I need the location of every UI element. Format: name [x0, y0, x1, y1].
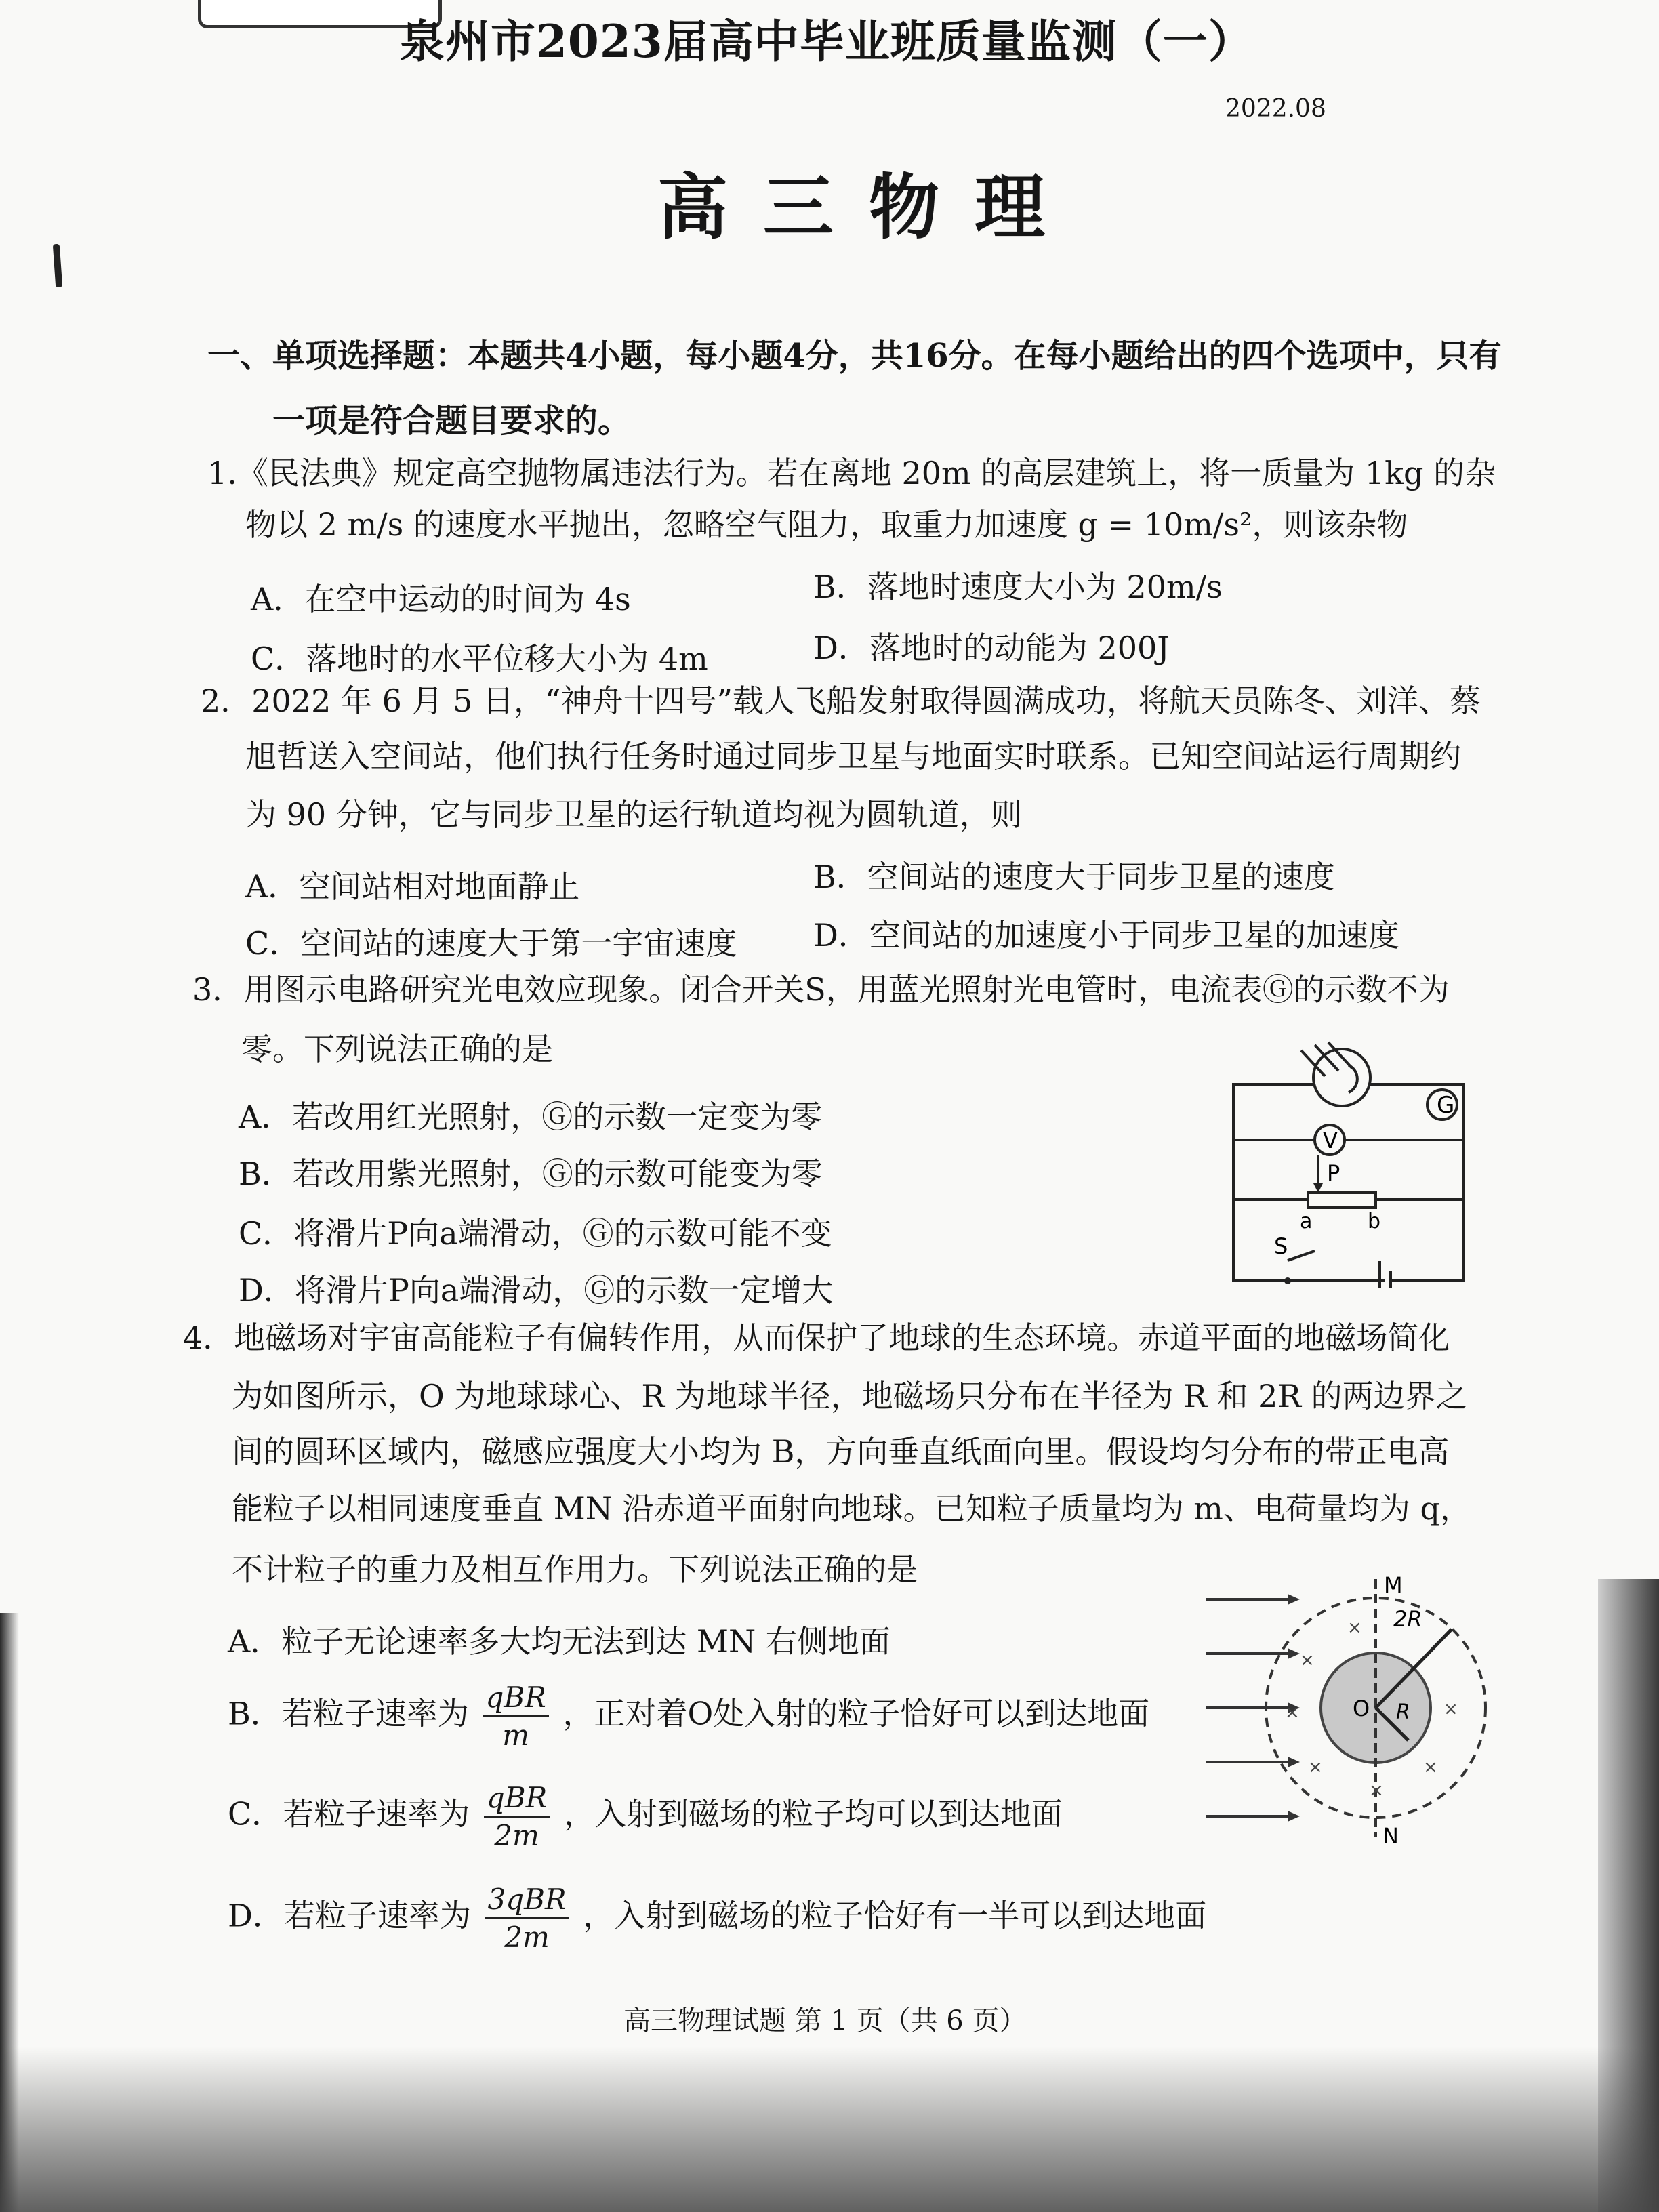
label-m: M	[1384, 1572, 1403, 1598]
q1-option-a: A．在空中运动的时间为 4s	[251, 581, 631, 617]
q4-option-b-fraction	[483, 1681, 548, 1752]
label-o: O	[1353, 1696, 1370, 1721]
q3-option-a: A．若改用红光照射，Ⓖ的示数一定变为零	[239, 1099, 823, 1135]
q3-option-c: C．将滑片P向a端滑动，Ⓖ的示数可能不变	[239, 1215, 832, 1252]
label-2r: 2R	[1393, 1606, 1422, 1632]
section-heading-line2: 一项是符合题目要求的。	[272, 402, 631, 440]
q3-option-b: B．若改用紫光照射，Ⓖ的示数可能变为零	[239, 1155, 823, 1192]
exam-date: 2022.08	[1225, 95, 1326, 123]
label-n: N	[1382, 1823, 1399, 1849]
q4-option-d-suffix: ，入射到磁场的粒子恰好有一半可以到达地面	[583, 1897, 1207, 1934]
q4-option-d	[228, 1883, 1206, 1954]
background-shadow-bottom	[0, 2047, 1659, 2212]
q4-option-d-denominator: 2m	[504, 1921, 550, 1954]
q3-stem-line1: 3．用图示电路研究光电效应现象。闭合开关S，用蓝光照射光电管时，电流表Ⓖ的示数不为	[192, 971, 1450, 1008]
q4-option-c-denominator: 2m	[494, 1819, 539, 1852]
q4-option-c-prefix: C．若粒子速率为	[228, 1795, 470, 1832]
subject-title: 高三物理	[657, 165, 1081, 249]
q4-option-b-denominator: m	[502, 1719, 530, 1752]
q3-stem-line2: 零。下列说法正确的是	[241, 1031, 553, 1067]
exam-title: 泉州市2023届高中毕业班质量监测（一）	[400, 15, 1254, 68]
q2-stem-line2: 旭哲送入空间站，他们执行任务时通过同步卫星与地面实时联系。已知空间站运行周期约	[245, 738, 1461, 775]
pen-mark	[53, 244, 62, 288]
page-footer: 高三物理试题 第 1 页（共 6 页）	[623, 2005, 1027, 2036]
q3-option-d: D．将滑片P向a端滑动，Ⓖ的示数一定增大	[239, 1272, 834, 1309]
q4-option-c-suffix: ，入射到磁场的粒子均可以到达地面	[563, 1795, 1063, 1832]
q4-option-c	[228, 1781, 1063, 1852]
particle-arrow-4	[1288, 1757, 1300, 1767]
voltmeter-label: V	[1323, 1128, 1338, 1153]
switch-lever	[1288, 1251, 1315, 1261]
q2-option-a: A．空间站相对地面静止	[245, 868, 580, 905]
q4-option-d-fraction	[485, 1883, 569, 1954]
q2-option-d: D．空间站的加速度小于同步卫星的加速度	[813, 917, 1399, 954]
magnetic-field-diagram	[1193, 1572, 1491, 1850]
q2-stem-line1: 2．2022 年 6 月 5 日，“神舟十四号”载人飞船发射取得圆满成功，将航天员陈冬、刘洋、蔡	[201, 682, 1481, 719]
q4-option-b	[228, 1681, 1149, 1752]
end-b-label: b	[1368, 1210, 1381, 1233]
q2-stem-line3: 为 90 分钟，它与同步卫星的运行轨道均视为圆轨道，则	[245, 796, 1022, 833]
particle-arrow-2	[1288, 1648, 1300, 1659]
q1-option-d: D．落地时的动能为 200J	[813, 630, 1170, 666]
particle-arrow-1	[1288, 1594, 1300, 1605]
section-heading-line1: 一、单项选择题：本题共4小题，每小题4分，共16分。在每小题给出的四个选项中，只有	[207, 337, 1502, 375]
q2-option-c: C．空间站的速度大于第一宇宙速度	[245, 925, 737, 962]
q2-option-b: B．空间站的速度大于同步卫星的速度	[813, 859, 1335, 895]
field-cross-5: ×	[1443, 1699, 1458, 1719]
field-cross-4: ×	[1347, 1618, 1362, 1638]
q4-stem-line5: 不计粒子的重力及相互作用力。下列说法正确的是	[232, 1551, 918, 1588]
q4-option-c-numerator: qBR	[484, 1781, 550, 1818]
q4-option-a: A．粒子无论速率多大均无法到达 MN 右侧地面	[228, 1623, 890, 1660]
label-r: R	[1396, 1700, 1410, 1724]
q1-stem-line2: 物以 2 m/s 的速度水平抛出，忽略空气阻力，取重力加速度 g = 10m/s²，则该杂物	[245, 506, 1408, 543]
q4-option-c-fraction	[484, 1781, 550, 1852]
q4-stem-line4: 能粒子以相同速度垂直 MN 沿赤道平面射向地球。已知粒子质量均为 m、电荷量均为 q，	[232, 1490, 1471, 1527]
field-cross-6: ×	[1423, 1757, 1438, 1778]
q4-option-d-prefix: D．若粒子速率为	[228, 1897, 471, 1934]
q4-option-b-suffix: ，正对着O处入射的粒子恰好可以到达地面	[562, 1695, 1150, 1732]
slider-label: P	[1327, 1160, 1340, 1186]
rheostat	[1308, 1193, 1376, 1208]
particle-arrow-5	[1288, 1811, 1300, 1822]
q4-option-b-prefix: B．若粒子速率为	[228, 1695, 469, 1732]
slider-arrow	[1313, 1183, 1323, 1193]
q4-option-d-numerator: 3qBR	[485, 1883, 569, 1919]
field-cross-1: ×	[1300, 1650, 1315, 1671]
q4-option-b-numerator: qBR	[483, 1681, 548, 1717]
end-a-label: a	[1300, 1210, 1313, 1233]
q1-stem-line1: 1.《民法典》规定高空抛物属违法行为。若在离地 20m 的高层建筑上，将一质量为 1kg 的杂	[207, 455, 1496, 491]
q4-stem-line2: 为如图所示，O 为地球球心、R 为地球半径，地磁场只分布在半径为 R 和 2R 的两边界之	[232, 1378, 1467, 1414]
q1-option-c: C．落地时的水平位移大小为 4m	[251, 640, 708, 677]
circuit-lower-loop	[1233, 1200, 1464, 1281]
q4-stem-line1: 4．地磁场对宇宙高能粒子有偏转作用，从而保护了地球的生态环境。赤道平面的地磁场简化	[183, 1319, 1450, 1356]
field-cross-2: ×	[1285, 1702, 1300, 1723]
galvanometer-label: G	[1437, 1092, 1455, 1119]
q4-stem-line3: 间的圆环区域内，磁感应强度大小均为 B，方向垂直纸面向里。假设均匀分布的带正电高	[232, 1433, 1450, 1470]
q1-option-b: B．落地时速度大小为 20m/s	[813, 569, 1223, 605]
circuit-diagram	[1213, 1030, 1484, 1288]
field-cross-7: ×	[1369, 1780, 1384, 1801]
switch-label: S	[1274, 1233, 1288, 1259]
field-cross-3: ×	[1308, 1757, 1323, 1778]
